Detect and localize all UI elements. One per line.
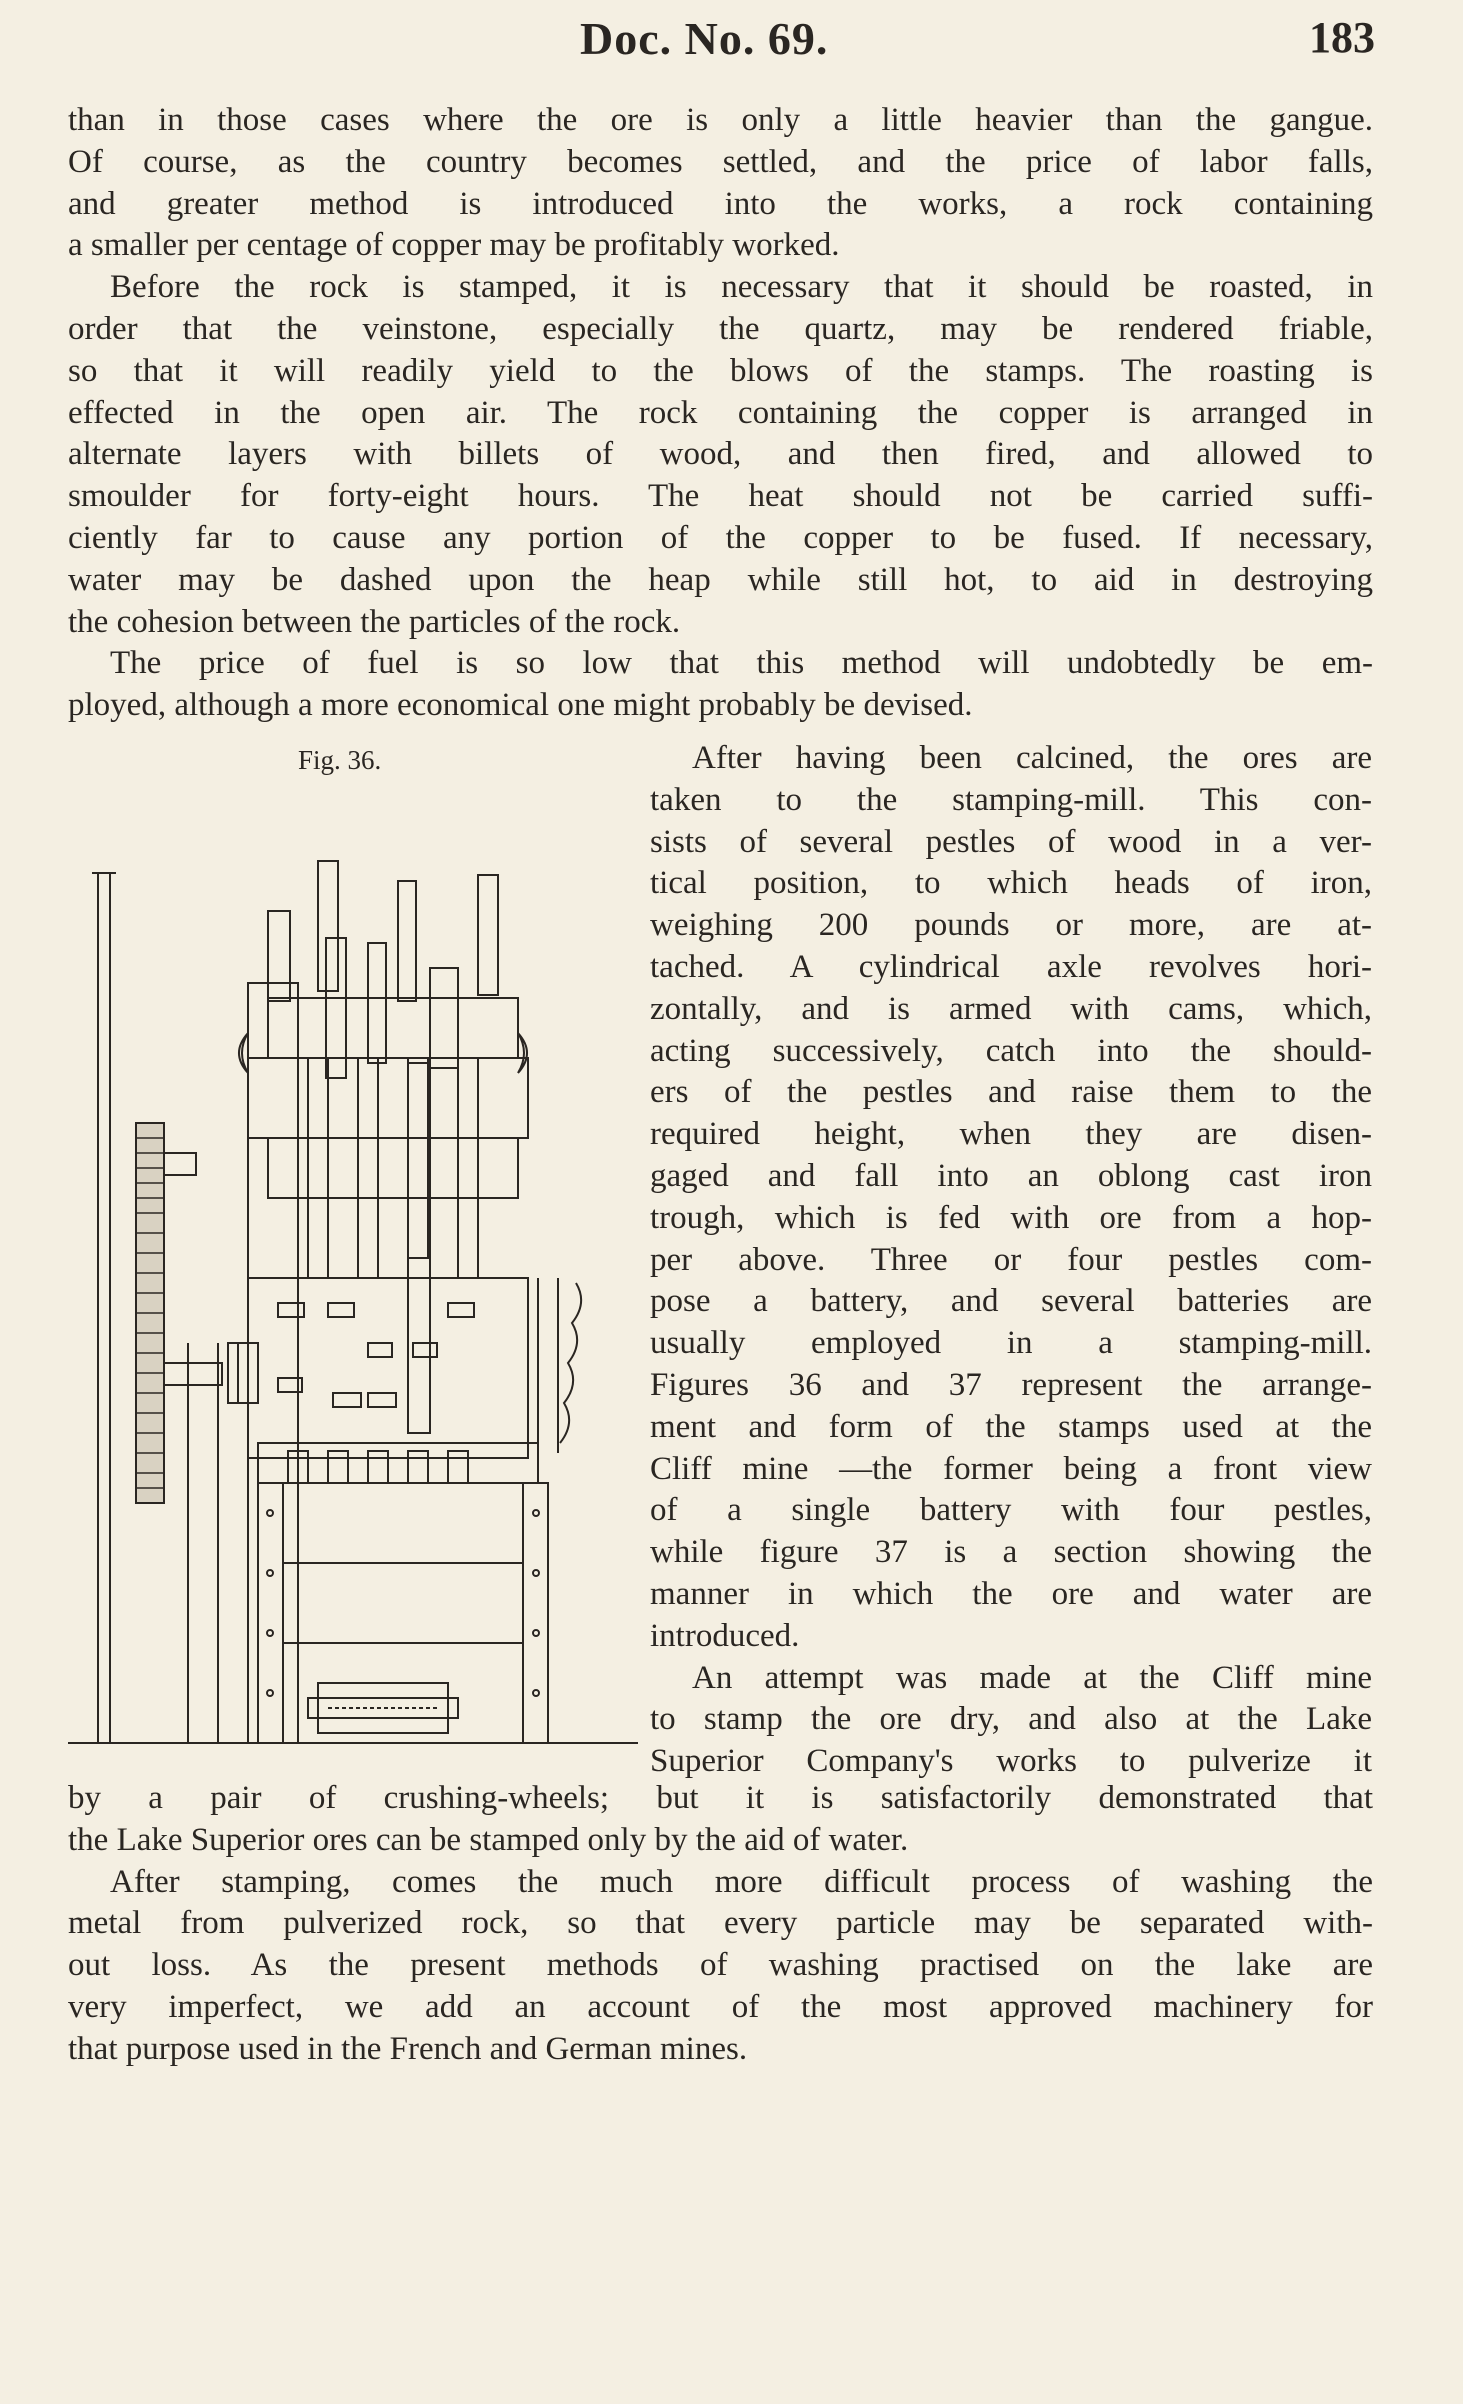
page-number: 183 xyxy=(1309,13,1375,62)
text-line: metal from pulverized rock, so that every particle may be separated with- xyxy=(68,1905,1373,1942)
text-line: gaged and fall into an oblong cast iron xyxy=(650,1157,1372,1194)
text-line: alternate layers with billets of wood, and then fired, and allowed to xyxy=(68,436,1373,473)
stamp-battery-illustration xyxy=(68,783,638,1753)
text-line: Of course, as the country becomes settled, and the price of labor falls, xyxy=(68,143,1373,180)
text-line: tical position, to which heads of iron, xyxy=(650,865,1372,902)
text-line: water may be dashed upon the heap while still hot, to aid in destroying xyxy=(68,561,1373,598)
text-line: Figures 36 and 37 represent the arrange- xyxy=(650,1366,1372,1403)
text-line: zontally, and is armed with cams, which, xyxy=(650,990,1372,1027)
text-line: order that the veinstone, especially the quartz, may be rendered friable, xyxy=(68,310,1373,347)
text-line: taken to the stamping-mill. This con- xyxy=(650,781,1372,818)
text-line: smoulder for forty-eight hours. The heat should not be carried suffi- xyxy=(68,478,1373,515)
text-line: An attempt was made at the Cliff mine xyxy=(692,1659,1372,1696)
text-line: acting successively, catch into the should- xyxy=(650,1032,1372,1069)
text-line: so that it will readily yield to the blows of the stamps. The roasting is xyxy=(68,352,1373,389)
text-line: effected in the open air. The rock containing the copper is arranged in xyxy=(68,394,1373,431)
figure-36 xyxy=(68,745,638,1755)
body-text-top xyxy=(68,100,1373,727)
running-title: Doc. No. 69. xyxy=(580,13,829,64)
text-line: per above. Three or four pestles com- xyxy=(650,1241,1372,1278)
text-line: Before the rock is stamped, it is necessary that it should be roasted, in xyxy=(110,269,1373,306)
text-line: manner in which the ore and water are xyxy=(650,1575,1372,1612)
text-line: by a pair of crushing-wheels; but it is satisfactorily demonstrated that xyxy=(68,1780,1373,1816)
text-line: sists of several pestles of wood in a ver- xyxy=(650,823,1372,860)
text-line: the Lake Superior ores can be stamped only by the aid of water. xyxy=(68,1821,909,1858)
text-line: the cohesion between the particles of the rock. xyxy=(68,603,681,640)
text-line: trough, which is fed with ore from a hop- xyxy=(650,1199,1372,1236)
text-line: weighing 200 pounds or more, are at- xyxy=(650,907,1372,944)
text-line: Cliff mine —the former being a front view xyxy=(650,1450,1372,1487)
text-line: After having been calcined, the ores are xyxy=(692,740,1372,776)
figure-label: Fig. 36. xyxy=(298,745,382,775)
text-line: ployed, although a more economical one might probably be devised. xyxy=(68,687,973,724)
running-header xyxy=(0,12,1463,72)
text-line: very imperfect, we add an account of the most approved machinery for xyxy=(68,1988,1373,2025)
text-line: Superior Company's works to pulverize it xyxy=(650,1743,1372,1780)
text-line: a smaller per centage of copper may be profitably worked. xyxy=(68,227,840,264)
text-line: usually employed in a stamping-mill. xyxy=(650,1325,1372,1362)
text-line: After stamping, comes the much more difficult process of washing the xyxy=(110,1863,1373,1900)
body-text-side xyxy=(650,738,1372,1783)
text-line: introduced. xyxy=(650,1617,800,1654)
text-line: pose a battery, and several batteries are xyxy=(650,1283,1372,1320)
text-line: of a single battery with four pestles, xyxy=(650,1492,1372,1529)
body-text-bottom xyxy=(68,1778,1373,2071)
text-line: ers of the pestles and raise them to the xyxy=(650,1074,1372,1111)
text-line: while figure 37 is a section showing the xyxy=(650,1534,1372,1571)
text-line: that purpose used in the French and German mines. xyxy=(68,2030,748,2067)
text-line: than in those cases where the ore is only a little heavier than the gangue. xyxy=(68,102,1373,138)
text-line: tached. A cylindrical axle revolves hori- xyxy=(650,948,1372,985)
text-line: required height, when they are disen- xyxy=(650,1116,1372,1153)
text-line: ment and form of the stamps used at the xyxy=(650,1408,1372,1445)
text-line: and greater method is introduced into the works, a rock containing xyxy=(68,185,1373,222)
text-line: ciently far to cause any portion of the copper to be fused. If necessary, xyxy=(68,519,1373,556)
text-line: out loss. As the present methods of washing practised on the lake are xyxy=(68,1947,1373,1984)
text-line: The price of fuel is so low that this method will undobtedly be em- xyxy=(110,645,1373,682)
text-line: to stamp the ore dry, and also at the Lake xyxy=(650,1701,1372,1738)
